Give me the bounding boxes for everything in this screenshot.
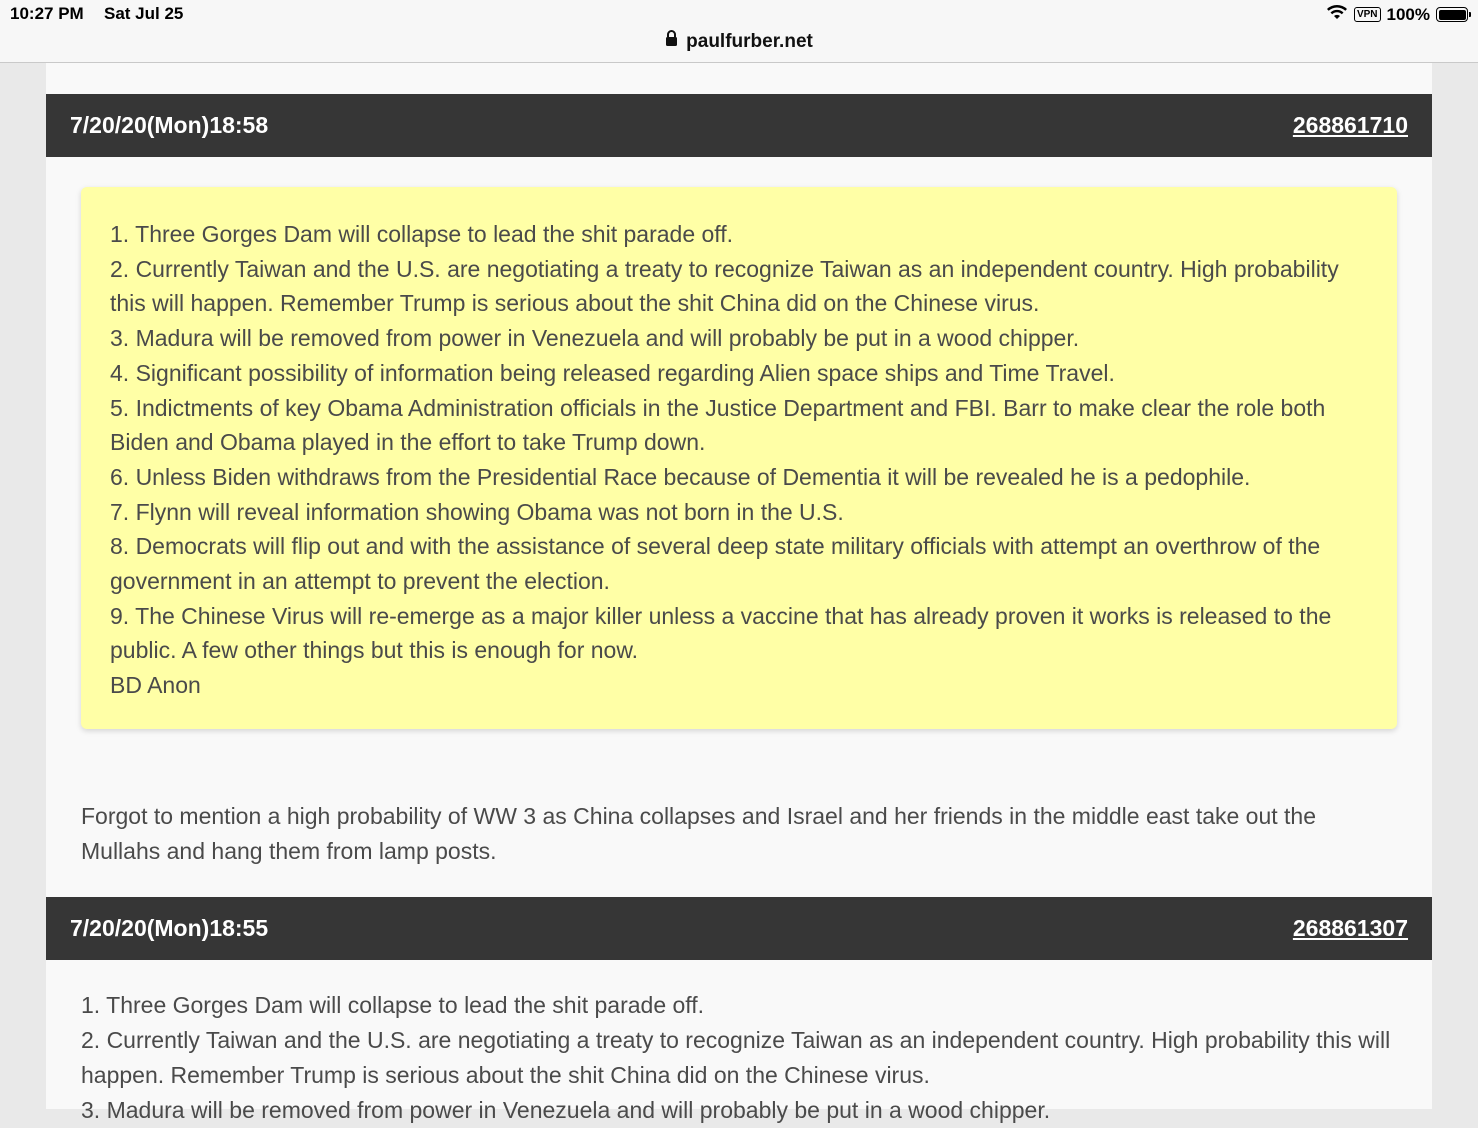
quote-line: 1. Three Gorges Dam will collapse to lead the shit parade off. — [110, 221, 734, 247]
page-content — [46, 63, 1432, 1123]
post-header — [46, 94, 1432, 157]
status-time: 10:27 PM — [10, 4, 84, 23]
post-body-line: 3. Madura will be removed from power in Venezuela and will probably be put in a wood chipper. — [81, 1097, 1051, 1123]
post-reply-text: Forgot to mention a high probability of WW 3 as China collapses and Israel and her friends in the middle east take out the Mullahs and hang them from lamp posts. — [81, 803, 1317, 864]
status-indicators — [1326, 4, 1468, 25]
status-date: Sat Jul 25 — [104, 4, 184, 23]
quote-line: 5. Indictments of key Obama Administration officials in the Justice Department and FBI. Barr to make clear the role both Biden and Obama played in the effort to take Trump down. — [110, 394, 1326, 456]
post-body-line: 2. Currently Taiwan and the U.S. are negotiating a treaty to recognize Taiwan as an independent country. High probability this will happen. Remember Trump is serious about the shit China did on the Chinese virus. — [81, 1027, 1391, 1088]
battery-percent: 100% — [1386, 4, 1430, 24]
quote-line: 7. Flynn will reveal information showing Obama was not born in the U.S. — [110, 498, 844, 525]
quote-signature: BD Anon — [110, 672, 201, 699]
post-timestamp: 7/20/20(Mon)18:58 — [70, 112, 269, 138]
quote-line: 6. Unless Biden withdraws from the Presidential Race because of Dementia it will be revealed he is a pedophile. — [110, 463, 1251, 490]
post-body-line: 1. Three Gorges Dam will collapse to lead the shit parade off. — [81, 992, 705, 1018]
battery-icon — [1436, 7, 1468, 22]
wifi-icon — [1326, 4, 1348, 25]
quote-line: 2. Currently Taiwan and the U.S. are negotiating a treaty to recognize Taiwan as an independent country. High probability this will happen. Remember Trump is serious about the shit China did on the Chinese virus. — [110, 255, 1339, 317]
address-bar[interactable] — [0, 28, 1478, 63]
lock-icon — [665, 30, 678, 53]
quote-line: 3. Madura will be removed from power in Venezuela and will probably be put in a wood chipper. — [110, 325, 1080, 352]
post-id-link[interactable]: 268861307 — [1292, 915, 1408, 941]
quote-line: 4. Significant possibility of information being released regarding Alien space ships and Time Travel. — [110, 359, 1115, 386]
post-header — [46, 897, 1432, 960]
quote-line: 8. Democrats will flip out and with the assistance of several deep state military officials with attempt an overthrow of the government in an attempt to prevent the election. — [110, 533, 1321, 595]
quoted-post — [81, 187, 1397, 729]
status-bar — [0, 0, 1478, 28]
vpn-badge: VPN — [1354, 7, 1381, 22]
url-domain[interactable]: paulfurber.net — [686, 30, 813, 52]
post-id-link[interactable]: 268861710 — [1292, 112, 1408, 138]
post-timestamp: 7/20/20(Mon)18:55 — [70, 915, 269, 941]
quote-line: 9. The Chinese Virus will re-emerge as a major killer unless a vaccine that has already proven it works is released to the public. A few other things but this is enough for now. — [110, 602, 1332, 664]
post-body — [81, 988, 1401, 1128]
